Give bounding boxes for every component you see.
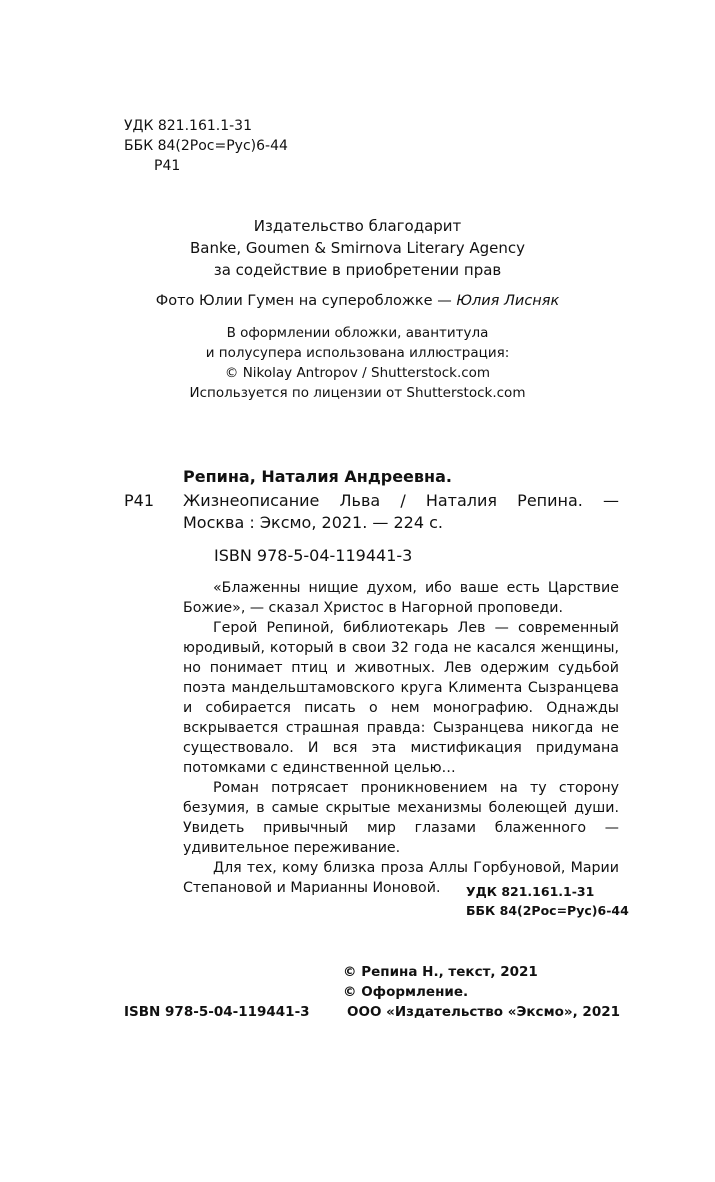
- annotation-paragraph-4: Для тех, кому близка проза Аллы Горбуновой, Марии Степановой и Марианны Ионовой.: [183, 860, 619, 896]
- photographer-name: Юлия Лисняк: [456, 293, 560, 309]
- record-title-line-2: Москва : Эксмо, 2021. — 224 с.: [183, 513, 443, 532]
- record-author: Репина, Наталия Андреевна.: [183, 467, 452, 486]
- copyright-design: © Оформление.: [343, 984, 469, 1000]
- bottom-classification-codes: [466, 882, 629, 920]
- bottom-udk-code: УДК 821.161.1-31: [466, 884, 595, 899]
- author-sign-code: Р41: [154, 158, 181, 174]
- cover-credit-line-4: Используется по лицензии от Shutterstock.com: [189, 385, 526, 401]
- copyright-text: © Репина Н., текст, 2021: [343, 964, 538, 980]
- cover-credit-line-3: © Nikolay Antropov / Shutterstock.com: [224, 365, 491, 381]
- ack-line-1: Издательство благодарит: [253, 217, 462, 235]
- photo-credit-text: Фото Юлии Гумен на суперобложке —: [155, 293, 457, 309]
- top-classification-codes: [124, 116, 288, 176]
- record-title-line-1: Жизнеописание Льва / Наталия Репина. —: [183, 491, 619, 510]
- copyright-block: [343, 962, 620, 1022]
- annotation-paragraph-1: «Блаженны нищие духом, ибо ваше есть Царствие Божие», — сказал Христос в Нагорной проповеди.: [183, 580, 619, 616]
- bottom-bbk-code: ББК 84(2Рос=Рус)6-44: [466, 903, 629, 918]
- bbk-code: ББК 84(2Рос=Рус)6-44: [124, 138, 288, 154]
- record-title: [183, 490, 619, 534]
- record-isbn: ISBN 978-5-04-119441-3: [214, 546, 413, 565]
- cover-illustration-credit: [0, 323, 715, 403]
- udk-code: УДК 821.161.1-31: [124, 118, 252, 134]
- record-code: Р41: [124, 491, 155, 510]
- ack-line-3: за содействие в приобретении прав: [213, 261, 502, 279]
- copyright-publisher: ООО «Издательство «Эксмо», 2021: [347, 1004, 620, 1020]
- annotation-paragraph-3: Роман потрясает проникновением на ту сторону безумия, в самые скрытые механизмы болеющей души. Увидеть привычный мир глазами блаженного — удивительное переживание.: [183, 780, 619, 856]
- ack-line-2: Banke, Goumen & Smirnova Literary Agency: [190, 239, 525, 257]
- annotation: [183, 578, 619, 898]
- publisher-acknowledgement: [0, 215, 715, 281]
- isbn-bottom: ISBN 978-5-04-119441-3: [124, 1004, 310, 1020]
- annotation-paragraph-2: Герой Репиной, библиотекарь Лев — современный юродивый, который в свои 32 года не касался женщины, но понимает птиц и животных. Лев одержим судьбой поэта мандельштамовского круга Климента Сызранцева и собирается писать о нем монографию. Однажды вскрывается страшная правда: Сызранцева никогда не существовало. И вся эта мистификация придумана потомками с единственной целью…: [183, 620, 619, 776]
- photo-credit: [0, 291, 715, 311]
- cover-credit-line-1: В оформлении обложки, авантитула: [226, 325, 489, 341]
- cover-credit-line-2: и полусупера использована иллюстрация:: [205, 345, 510, 361]
